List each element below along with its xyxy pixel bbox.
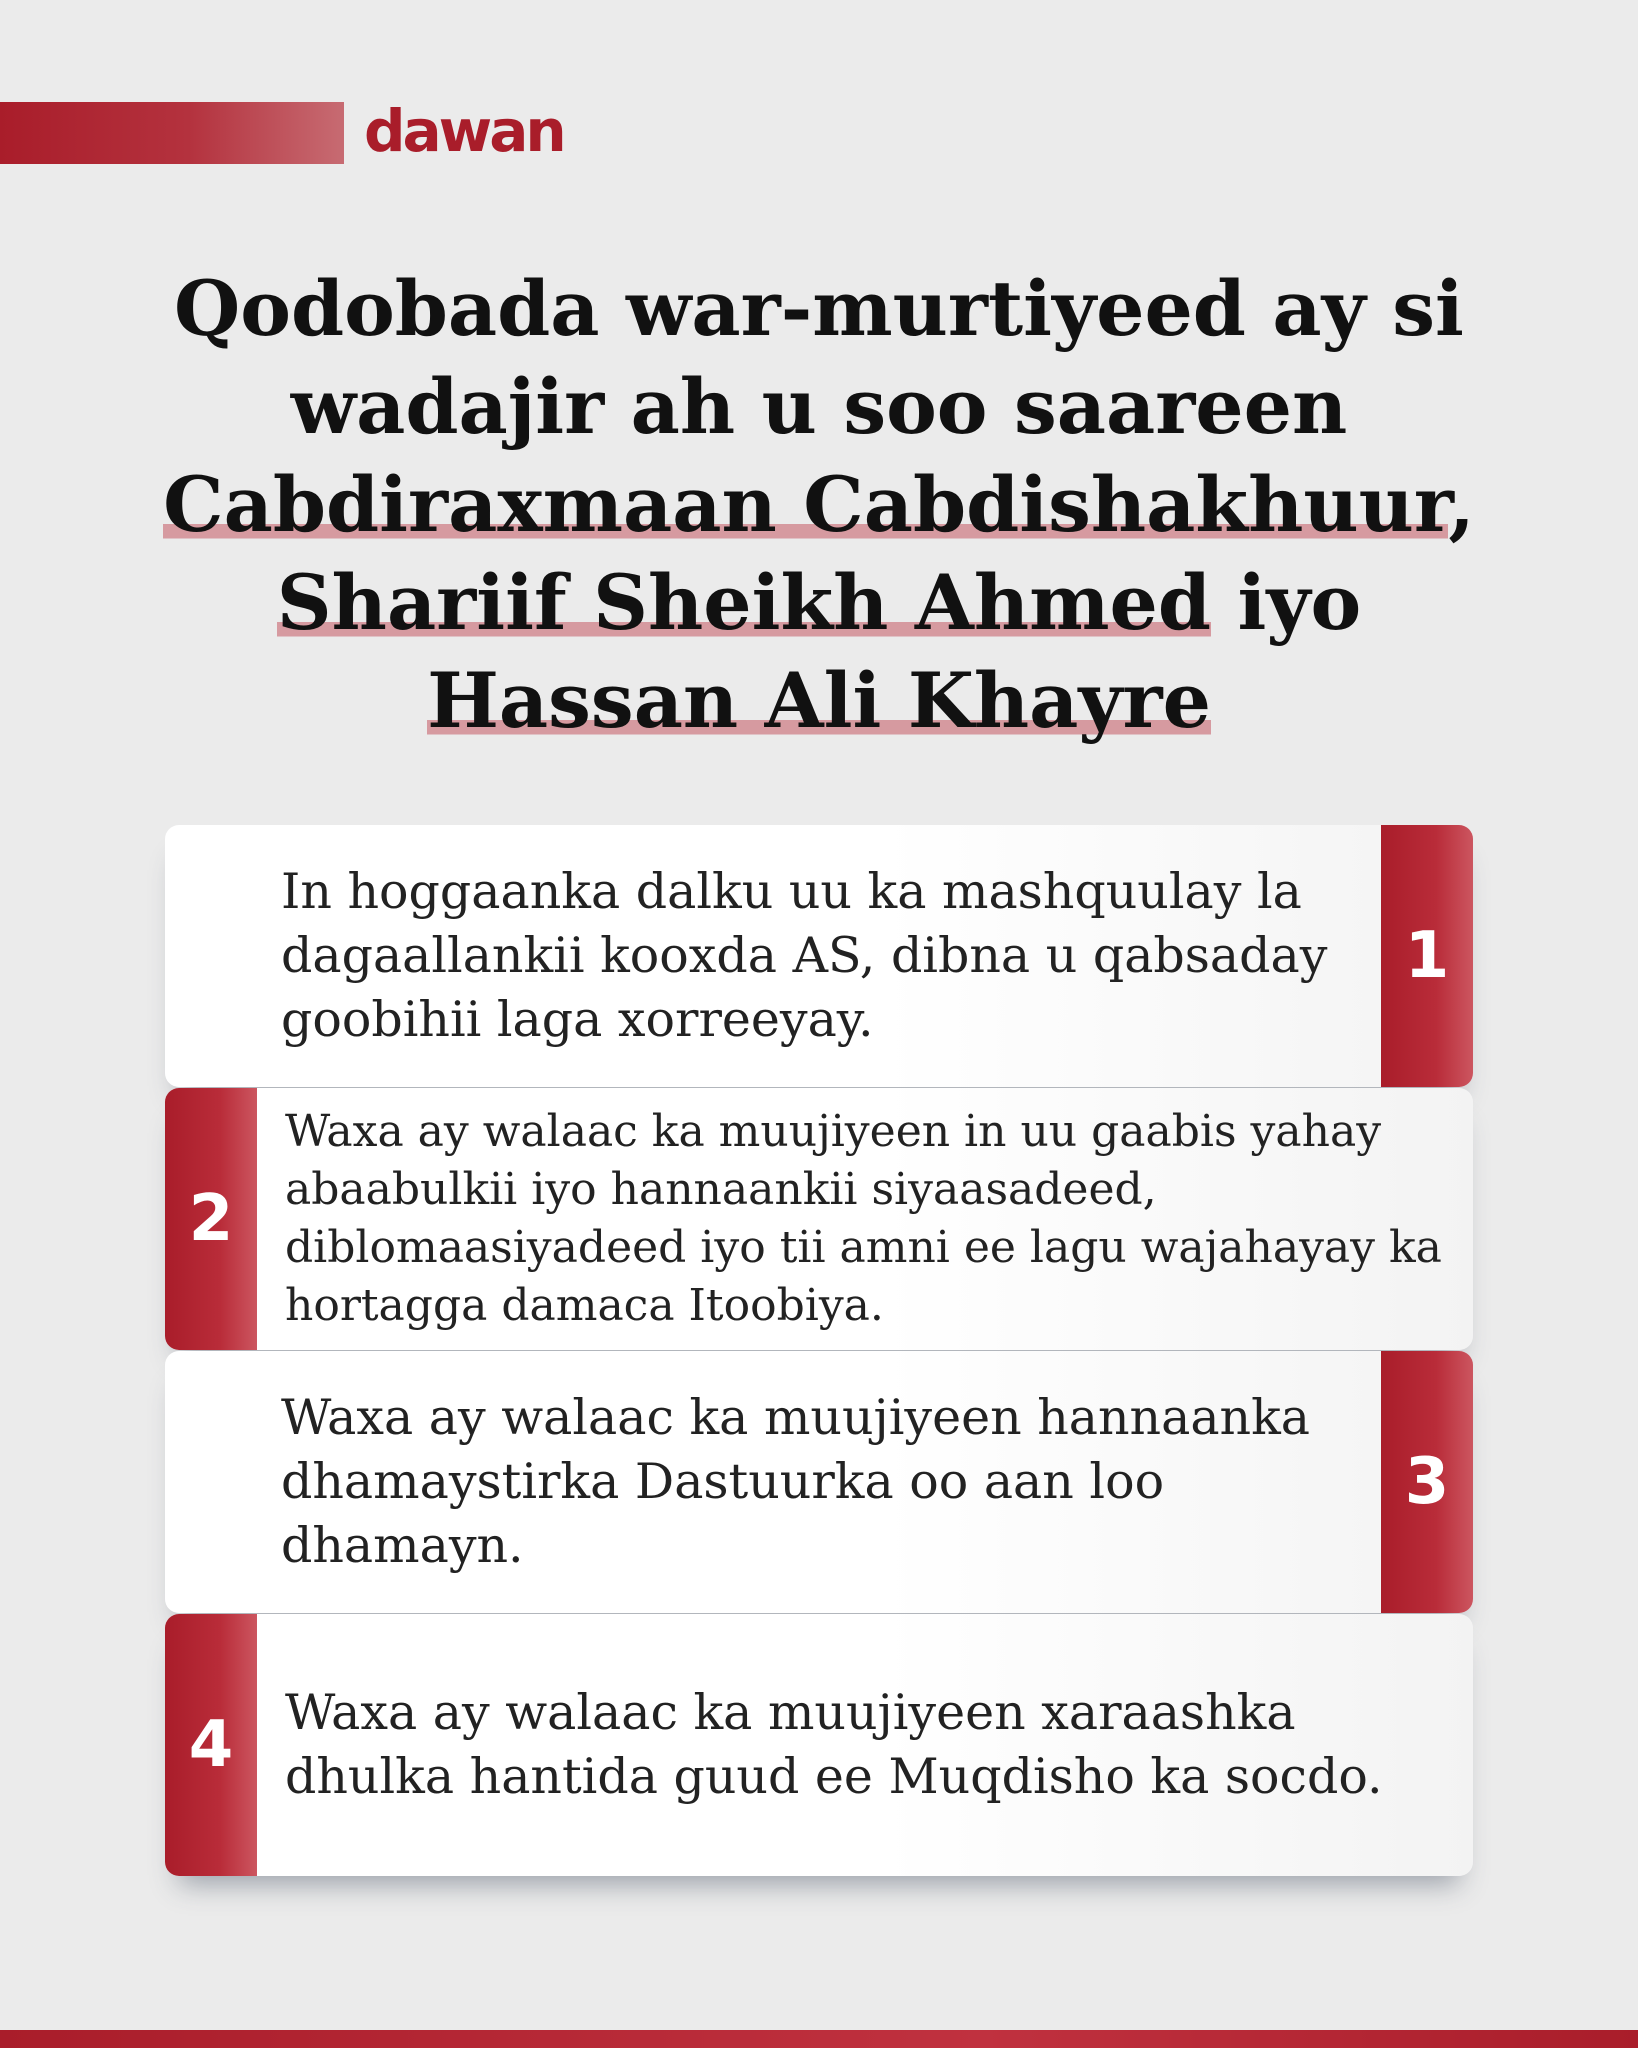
highlighted-name-1: Cabdiraxmaan Cabdishakhuur (163, 460, 1449, 549)
headline-line-5 (150, 652, 1488, 750)
point-number-badge-4: 4 (165, 1614, 257, 1876)
point-text-1: In hoggaanka dalku uu ka mashquulay la dagaallankii kooxda AS, dibna u qabsaday goobihii laga xorreeyay. (281, 863, 1328, 1048)
point-card-3 (165, 1351, 1473, 1613)
headline-iyo: iyo (1211, 558, 1362, 647)
headline-line-3 (150, 456, 1488, 554)
bottom-accent-bar (0, 2030, 1638, 2048)
point-number-badge-1: 1 (1381, 825, 1473, 1087)
top-accent-bar (0, 102, 344, 164)
point-card-4 (165, 1614, 1473, 1876)
point-text-4: Waxa ay walaac ka muujiyeen xaraashka dhulka hantida guud ee Muqdisho ka socdo. (285, 1684, 1383, 1805)
headline (150, 260, 1488, 750)
point-number-badge-3: 3 (1381, 1351, 1473, 1613)
point-card-1 (165, 825, 1473, 1087)
point-text-3: Waxa ay walaac ka muujiyeen hannaanka dhamaystirka Dastuurka oo aan loo dhamayn. (281, 1389, 1310, 1574)
point-text-2: Waxa ay walaac ka muujiyeen in uu gaabis yahay abaabulkii iyo hannaankii siyaasadeed, diblomaasiyadeed iyo tii amni ee lagu wajahayay ka hortagga damaca Itoobiya. (285, 1106, 1442, 1331)
headline-line-1: Qodobada war-murtiyeed ay si (174, 264, 1464, 353)
highlighted-name-2: Shariif Sheikh Ahmed (276, 558, 1211, 647)
point-number-badge-2: 2 (165, 1088, 257, 1350)
dawan-logo: dawan (364, 97, 564, 165)
headline-line-2: wadajir ah u soo saareen (290, 362, 1348, 451)
headline-line-4 (150, 554, 1488, 652)
highlighted-name-3: Hassan Ali Khayre (427, 656, 1211, 745)
point-card-2 (165, 1088, 1473, 1350)
headline-comma: , (1448, 460, 1475, 549)
